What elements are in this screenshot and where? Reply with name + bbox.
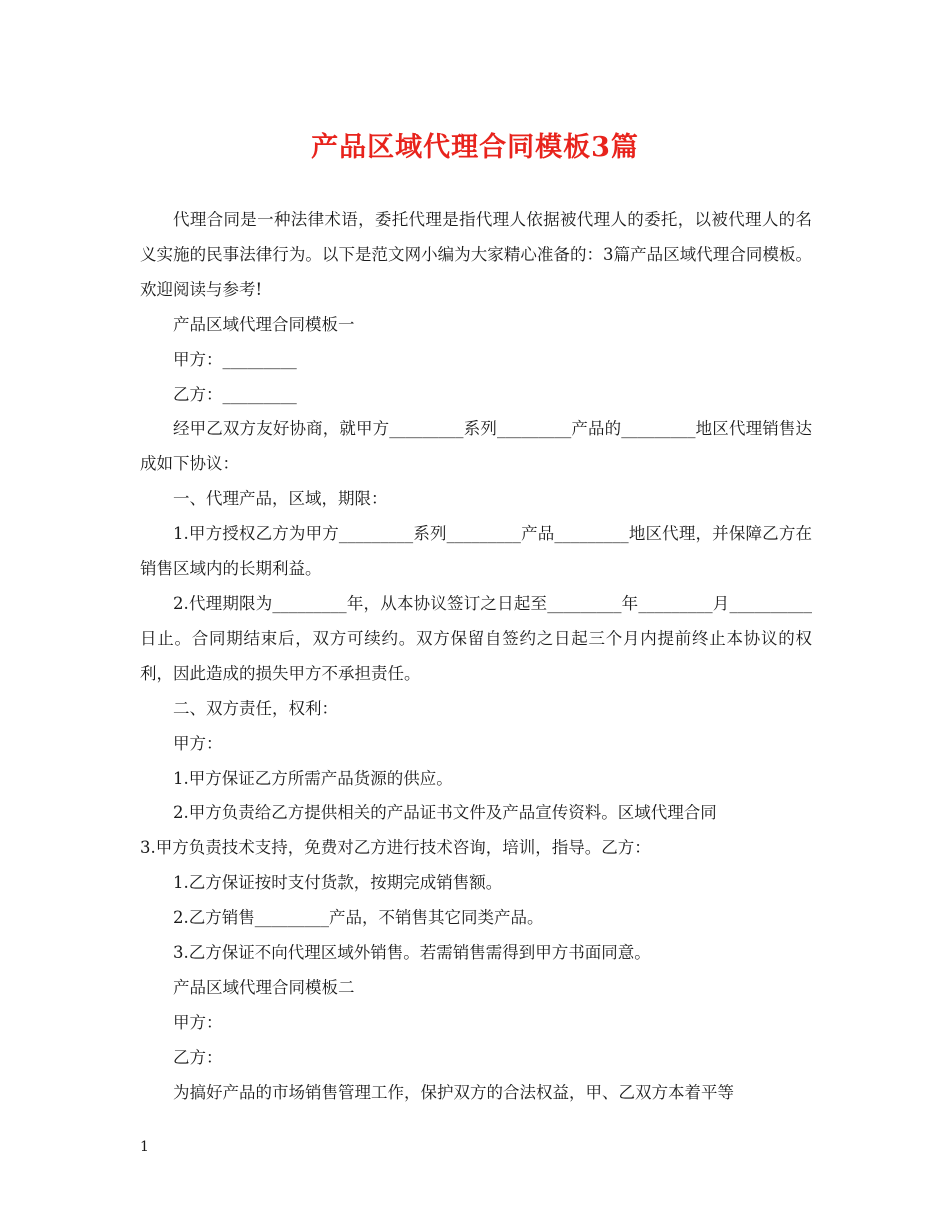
paragraph-clause-1-1: 1.甲方授权乙方为甲方_________系列_________产品_________地区代理，并保障乙方在销售区域内的长期利益。 (140, 524, 812, 579)
paragraph-party-b: 乙方：_________ (173, 384, 297, 404)
paragraph-template-two-heading: 产品区域代理合同模板二 (173, 977, 355, 997)
paragraph-party-a: 甲方：_________ (173, 349, 297, 369)
page-number: 1 (140, 1139, 149, 1155)
paragraph-clause-b-1: 1.乙方保证按时支付货款，按期完成销售额。 (173, 873, 503, 893)
paragraph-preamble-two: 为搞好产品的市场销售管理工作，保护双方的合法权益，甲、乙双方本着平等 (173, 1082, 734, 1102)
document-body (140, 203, 812, 1111)
paragraph-section-one: 一、代理产品，区域，期限： (173, 489, 388, 509)
paragraph-clause-a-1: 1.甲方保证乙方所需产品货源的供应。 (173, 768, 453, 788)
paragraph-section-two: 二、双方责任，权利： (173, 698, 338, 718)
paragraph-clause-b-2: 2.乙方销售_________产品，不销售其它同类产品。 (173, 908, 544, 928)
paragraph-party-a-duties: 甲方： (173, 733, 223, 753)
document-title: 产品区域代理合同模板3篇 (311, 132, 639, 163)
paragraph-clause-1-2: 2.代理期限为_________年，从本协议签订之日起至_________年_________月__________日止。合同期结束后，双方可续约。双方保留自签约之日起三个月内提前终止本协议的权利，因此造成的损失甲方不承担责任。 (140, 593, 812, 683)
paragraph-agreement: 经甲乙双方友好协商，就甲方_________系列_________产品的_________地区代理销售达成如下协议： (140, 419, 812, 474)
paragraph-clause-a-2: 2.甲方负责给乙方提供相关的产品证书文件及产品宣传资料。区域代理合同 (173, 803, 717, 823)
paragraph-template-one-heading: 产品区域代理合同模板一 (173, 314, 355, 334)
paragraph-intro: 代理合同是一种法律术语，委托代理是指代理人依据被代理人的委托，以被代理人的名义实施的民事法律行为。以下是范文网小编为大家精心准备的：3篇产品区域代理合同模板。欢迎阅读与参考! (140, 210, 812, 299)
paragraph-clause-a-3: 3.甲方负责技术支持，免费对乙方进行技术咨询，培训，指导。乙方： (140, 838, 651, 858)
paragraph-clause-b-3: 3.乙方保证不向代理区域外销售。若需销售需得到甲方书面同意。 (173, 943, 651, 963)
paragraph-party-a-two: 甲方： (173, 1012, 223, 1032)
paragraph-party-b-two: 乙方： (173, 1047, 223, 1067)
